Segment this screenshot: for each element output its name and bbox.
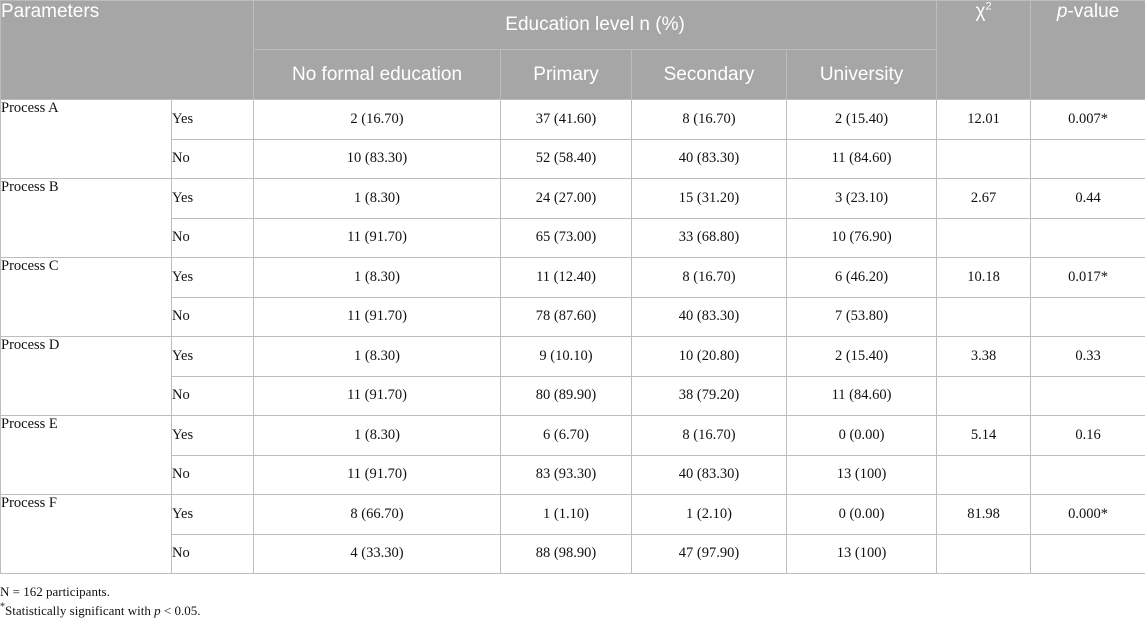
chi-square-cell-empty	[937, 297, 1031, 337]
answer-label: No	[172, 139, 254, 179]
count-cell: 1 (8.30)	[254, 416, 501, 456]
answer-label: Yes	[172, 416, 254, 456]
count-cell: 24 (27.00)	[501, 179, 632, 219]
significance-star: *	[0, 601, 5, 613]
answer-label: No	[172, 218, 254, 258]
chi-square-cell-empty	[937, 534, 1031, 574]
answer-label: No	[172, 534, 254, 574]
table-row	[1, 139, 1145, 179]
count-cell: 38 (79.20)	[632, 376, 787, 416]
table-row	[1, 100, 1145, 140]
p-value-header	[1031, 1, 1145, 100]
chi-square-cell-empty	[937, 455, 1031, 495]
p-value-suffix: -value	[1067, 1, 1120, 22]
chi-square-cell: 12.01	[937, 100, 1031, 140]
count-cell: 10 (76.90)	[787, 218, 937, 258]
chi-square-cell: 3.38	[937, 337, 1031, 377]
count-cell: 4 (33.30)	[254, 534, 501, 574]
table-row	[1, 534, 1145, 574]
count-cell: 52 (58.40)	[501, 139, 632, 179]
count-cell: 1 (1.10)	[501, 495, 632, 535]
p-value-cell-empty	[1031, 534, 1145, 574]
chi-square-header	[937, 1, 1031, 100]
chi-square-cell-empty	[937, 218, 1031, 258]
p-value-cell-empty	[1031, 376, 1145, 416]
chi-superscript: 2	[985, 0, 992, 13]
p-value-cell-empty	[1031, 218, 1145, 258]
p-value-cell: 0.000*	[1031, 495, 1145, 535]
process-name: Process D	[1, 337, 172, 416]
chi-square-cell-empty	[937, 139, 1031, 179]
p-value-cell-empty	[1031, 455, 1145, 495]
answer-label: Yes	[172, 258, 254, 298]
chi-square-cell-empty	[937, 376, 1031, 416]
count-cell: 88 (98.90)	[501, 534, 632, 574]
process-name: Process F	[1, 495, 172, 574]
table-footnotes	[0, 582, 200, 620]
parameters-header: Parameters	[1, 1, 254, 100]
table-row	[1, 337, 1145, 377]
p-value-cell: 0.007*	[1031, 100, 1145, 140]
count-cell: 1 (8.30)	[254, 337, 501, 377]
count-cell: 1 (8.30)	[254, 258, 501, 298]
count-cell: 3 (23.10)	[787, 179, 937, 219]
count-cell: 13 (100)	[787, 455, 937, 495]
count-cell: 7 (53.80)	[787, 297, 937, 337]
chi-square-cell: 10.18	[937, 258, 1031, 298]
count-cell: 0 (0.00)	[787, 495, 937, 535]
count-cell: 78 (87.60)	[501, 297, 632, 337]
participants-note: N = 162 participants.	[0, 584, 110, 599]
count-cell: 2 (16.70)	[254, 100, 501, 140]
answer-label: Yes	[172, 337, 254, 377]
level-no-formal-header: No formal education	[254, 50, 501, 100]
table-header	[1, 1, 1145, 100]
count-cell: 11 (91.70)	[254, 376, 501, 416]
p-value-cell: 0.44	[1031, 179, 1145, 219]
count-cell: 6 (6.70)	[501, 416, 632, 456]
count-cell: 0 (0.00)	[787, 416, 937, 456]
level-university-header: University	[787, 50, 937, 100]
process-name: Process C	[1, 258, 172, 337]
process-name: Process B	[1, 179, 172, 258]
answer-label: Yes	[172, 495, 254, 535]
count-cell: 40 (83.30)	[632, 139, 787, 179]
count-cell: 37 (41.60)	[501, 100, 632, 140]
count-cell: 8 (16.70)	[632, 100, 787, 140]
answer-label: No	[172, 297, 254, 337]
count-cell: 15 (31.20)	[632, 179, 787, 219]
table-row	[1, 258, 1145, 298]
significance-prefix: Statistically significant with	[5, 603, 155, 618]
table-row	[1, 455, 1145, 495]
p-value-cell: 0.16	[1031, 416, 1145, 456]
count-cell: 11 (91.70)	[254, 218, 501, 258]
table-row	[1, 179, 1145, 219]
answer-label: No	[172, 376, 254, 416]
p-value-cell: 0.33	[1031, 337, 1145, 377]
p-value-cell-empty	[1031, 139, 1145, 179]
p-value-cell-empty	[1031, 297, 1145, 337]
count-cell: 10 (20.80)	[632, 337, 787, 377]
table-row	[1, 297, 1145, 337]
answer-label: Yes	[172, 100, 254, 140]
table-row	[1, 376, 1145, 416]
level-primary-header: Primary	[501, 50, 632, 100]
count-cell: 80 (89.90)	[501, 376, 632, 416]
count-cell: 2 (15.40)	[787, 337, 937, 377]
table-row	[1, 218, 1145, 258]
count-cell: 6 (46.20)	[787, 258, 937, 298]
chi-square-cell: 5.14	[937, 416, 1031, 456]
count-cell: 2 (15.40)	[787, 100, 937, 140]
count-cell: 40 (83.30)	[632, 297, 787, 337]
p-value-cell: 0.017*	[1031, 258, 1145, 298]
count-cell: 11 (12.40)	[501, 258, 632, 298]
count-cell: 1 (8.30)	[254, 179, 501, 219]
count-cell: 65 (73.00)	[501, 218, 632, 258]
answer-label: Yes	[172, 179, 254, 219]
count-cell: 8 (16.70)	[632, 258, 787, 298]
significance-note	[0, 601, 200, 620]
count-cell: 9 (10.10)	[501, 337, 632, 377]
process-name: Process E	[1, 416, 172, 495]
count-cell: 11 (91.70)	[254, 297, 501, 337]
count-cell: 10 (83.30)	[254, 139, 501, 179]
chi-square-cell: 81.98	[937, 495, 1031, 535]
count-cell: 11 (84.60)	[787, 139, 937, 179]
count-cell: 13 (100)	[787, 534, 937, 574]
p-italic: p	[1056, 1, 1068, 22]
table-row	[1, 416, 1145, 456]
significance-p: p	[154, 603, 161, 618]
count-cell: 8 (66.70)	[254, 495, 501, 535]
chi-square-cell: 2.67	[937, 179, 1031, 219]
table-row	[1, 495, 1145, 535]
count-cell: 1 (2.10)	[632, 495, 787, 535]
count-cell: 11 (84.60)	[787, 376, 937, 416]
count-cell: 83 (93.30)	[501, 455, 632, 495]
level-secondary-header: Secondary	[632, 50, 787, 100]
table-body	[1, 100, 1145, 574]
count-cell: 33 (68.80)	[632, 218, 787, 258]
process-name: Process A	[1, 100, 172, 179]
count-cell: 11 (91.70)	[254, 455, 501, 495]
count-cell: 8 (16.70)	[632, 416, 787, 456]
count-cell: 47 (97.90)	[632, 534, 787, 574]
significance-suffix: < 0.05.	[160, 603, 201, 618]
count-cell: 40 (83.30)	[632, 455, 787, 495]
answer-label: No	[172, 455, 254, 495]
education-level-header: Education level n (%)	[254, 1, 937, 50]
chi-symbol: χ	[975, 1, 986, 22]
